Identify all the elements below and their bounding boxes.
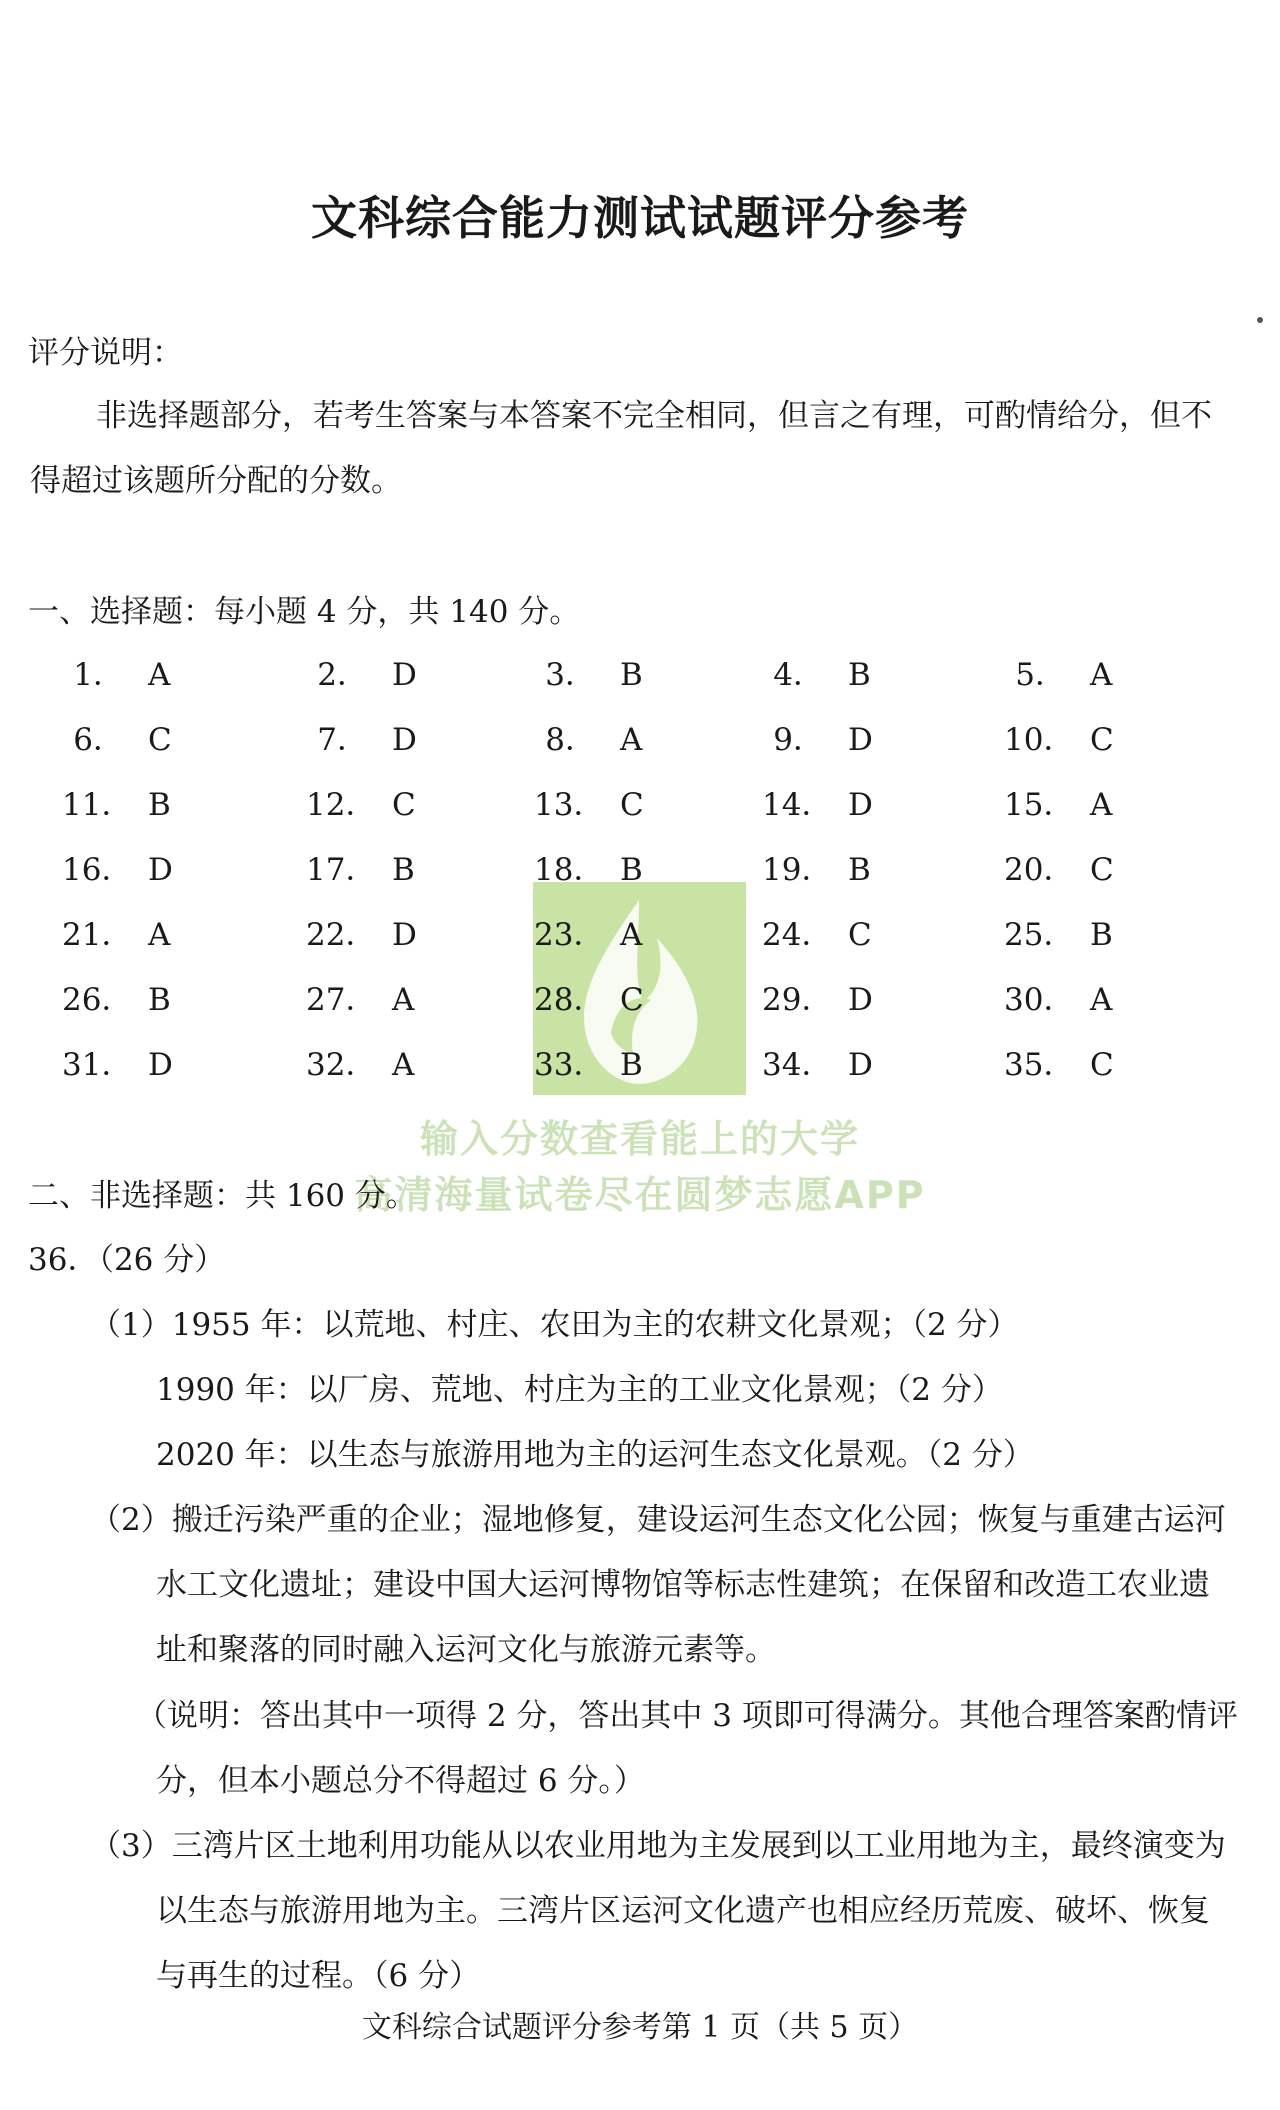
answer-row bbox=[0, 1045, 1280, 1085]
answer-item bbox=[534, 915, 642, 955]
answer-number: 12． bbox=[306, 787, 377, 823]
answer-item bbox=[62, 915, 170, 955]
answer-item bbox=[534, 1045, 643, 1085]
q36-p3-line1: （3）三湾片区土地利用功能从以农业用地为主发展到以工业用地为主，最终演变为 bbox=[90, 1828, 1226, 1864]
answer-number: 30． bbox=[1004, 982, 1075, 1018]
answer-option: D bbox=[392, 917, 417, 953]
answer-option: C bbox=[1090, 1047, 1114, 1083]
answer-item bbox=[1004, 980, 1112, 1020]
answer-option: B bbox=[148, 787, 171, 823]
section1-heading: 一、选择题：每小题 4 分，共 140 分。 bbox=[28, 594, 581, 630]
page-footer: 文科综合试题评分参考第 1 页（共 5 页） bbox=[361, 2010, 919, 2045]
answer-item bbox=[1004, 655, 1112, 695]
answer-option: C bbox=[392, 787, 416, 823]
answer-option: A bbox=[1090, 982, 1113, 1018]
answer-option: C bbox=[148, 722, 172, 758]
answer-option: B bbox=[392, 852, 415, 888]
answer-number: 6． bbox=[73, 722, 124, 758]
answer-item bbox=[306, 1045, 414, 1085]
answer-option: A bbox=[620, 917, 643, 953]
answer-number: 28． bbox=[534, 982, 605, 1018]
q36-note-line2: 分，但本小题总分不得超过 6 分。） bbox=[156, 1763, 645, 1799]
scan-dot bbox=[1257, 317, 1263, 323]
answer-option: B bbox=[848, 657, 871, 693]
q36-label: 36．（26 分） bbox=[28, 1242, 226, 1278]
answer-item bbox=[762, 1045, 873, 1085]
q36-p2-line2: 水工文化遗址；建设中国大运河博物馆等标志性建筑；在保留和改造工农业遗 bbox=[156, 1567, 1210, 1603]
answer-number: 35． bbox=[1004, 1047, 1075, 1083]
answer-row bbox=[0, 980, 1280, 1020]
q36-p3-line2: 以生态与旅游用地为主。三湾片区运河文化遗产也相应经历荒废、破坏、恢复 bbox=[156, 1893, 1210, 1929]
instructions-body-line1: 非选择题部分，若考生答案与本答案不完全相同，但言之有理，可酌情给分，但不 bbox=[96, 398, 1212, 434]
answer-number: 15． bbox=[1004, 787, 1075, 823]
answer-number: 2． bbox=[317, 657, 368, 693]
answer-option: C bbox=[848, 917, 872, 953]
answer-item bbox=[762, 785, 873, 825]
answer-option: B bbox=[148, 982, 171, 1018]
watermark-text-line1: 输入分数查看能上的大学 bbox=[419, 1117, 860, 1161]
q36-p1-line2: 1990 年：以厂房、荒地、村庄为主的工业文化景观；（2 分） bbox=[156, 1372, 1003, 1408]
answer-number: 31． bbox=[62, 1047, 133, 1083]
answer-number: 16． bbox=[62, 852, 133, 888]
answer-item bbox=[534, 980, 644, 1020]
answer-option: C bbox=[620, 982, 644, 1018]
answer-number: 9． bbox=[773, 722, 824, 758]
answer-item bbox=[306, 720, 417, 760]
answer-item bbox=[762, 850, 871, 890]
answer-item bbox=[1004, 720, 1114, 760]
answer-item bbox=[762, 980, 873, 1020]
answer-row bbox=[0, 655, 1280, 695]
answer-number: 10． bbox=[1004, 722, 1075, 758]
answer-number: 5． bbox=[1015, 657, 1066, 693]
answer-option: D bbox=[392, 722, 417, 758]
answer-option: C bbox=[1090, 852, 1114, 888]
answer-number: 3． bbox=[545, 657, 596, 693]
answer-number: 29． bbox=[762, 982, 833, 1018]
answer-item bbox=[1004, 785, 1112, 825]
answer-option: A bbox=[148, 657, 171, 693]
answer-item bbox=[62, 850, 173, 890]
answer-number: 24． bbox=[762, 917, 833, 953]
answer-number: 14． bbox=[762, 787, 833, 823]
answer-option: D bbox=[848, 982, 873, 1018]
answer-item bbox=[62, 785, 171, 825]
answer-option: D bbox=[848, 1047, 873, 1083]
answer-number: 26． bbox=[62, 982, 133, 1018]
answer-item bbox=[762, 655, 871, 695]
answer-number: 13． bbox=[534, 787, 605, 823]
answer-option: B bbox=[620, 852, 643, 888]
answer-option: A bbox=[1090, 657, 1113, 693]
watermark-text-line2: 高清海量试卷尽在圆梦志愿APP bbox=[354, 1173, 926, 1217]
instructions-body-line2: 得超过该题所分配的分数。 bbox=[30, 463, 402, 499]
q36-p3-line3: 与再生的过程。（6 分） bbox=[156, 1958, 481, 1994]
answer-option: D bbox=[148, 852, 173, 888]
answer-option: B bbox=[848, 852, 871, 888]
answer-item bbox=[534, 655, 643, 695]
answer-item bbox=[306, 850, 415, 890]
answer-number: 11． bbox=[62, 787, 133, 823]
answer-number: 7． bbox=[317, 722, 368, 758]
page-title: 文科综合能力测试试题评分参考 bbox=[311, 191, 969, 245]
answer-number: 23． bbox=[534, 917, 605, 953]
answer-option: A bbox=[392, 982, 415, 1018]
answer-number: 1． bbox=[73, 657, 124, 693]
answer-item bbox=[62, 980, 171, 1020]
answer-number: 20． bbox=[1004, 852, 1075, 888]
answer-number: 22． bbox=[306, 917, 377, 953]
answer-item bbox=[534, 720, 642, 760]
q36-p2-line3: 址和聚落的同时融入运河文化与旅游元素等。 bbox=[156, 1632, 776, 1668]
answer-row bbox=[0, 720, 1280, 760]
answer-number: 17． bbox=[306, 852, 377, 888]
answer-number: 4． bbox=[773, 657, 824, 693]
answer-option: A bbox=[620, 722, 643, 758]
answer-item bbox=[534, 850, 643, 890]
answer-number: 27． bbox=[306, 982, 377, 1018]
answer-option: A bbox=[392, 1047, 415, 1083]
answer-option: D bbox=[848, 787, 873, 823]
answer-option: A bbox=[148, 917, 171, 953]
answer-item bbox=[762, 915, 872, 955]
answer-number: 18． bbox=[534, 852, 605, 888]
answer-item bbox=[306, 785, 416, 825]
answer-row bbox=[0, 850, 1280, 890]
answer-row bbox=[0, 785, 1280, 825]
answer-item bbox=[62, 1045, 173, 1085]
answer-option: D bbox=[848, 722, 873, 758]
answer-number: 8． bbox=[545, 722, 596, 758]
answer-option: B bbox=[620, 1047, 643, 1083]
answer-option: D bbox=[148, 1047, 173, 1083]
answer-item bbox=[62, 720, 172, 760]
answer-option: C bbox=[620, 787, 644, 823]
answer-item bbox=[306, 980, 414, 1020]
answer-item bbox=[1004, 915, 1113, 955]
answer-option: B bbox=[1090, 917, 1113, 953]
answer-number: 25． bbox=[1004, 917, 1075, 953]
answer-option: B bbox=[620, 657, 643, 693]
answer-item bbox=[62, 655, 170, 695]
answer-item bbox=[306, 655, 417, 695]
q36-p1-line1: （1）1955 年：以荒地、村庄、农田为主的农耕文化景观；（2 分） bbox=[90, 1307, 1019, 1343]
answer-number: 34． bbox=[762, 1047, 833, 1083]
answer-option: D bbox=[392, 657, 417, 693]
answer-item bbox=[1004, 1045, 1114, 1085]
q36-note-line1: （说明：答出其中一项得 2 分，答出其中 3 项即可得满分。其他合理答案酌情评 bbox=[136, 1698, 1238, 1734]
answer-item bbox=[306, 915, 417, 955]
answer-item bbox=[762, 720, 873, 760]
answer-number: 19． bbox=[762, 852, 833, 888]
answer-row bbox=[0, 915, 1280, 955]
answer-option: C bbox=[1090, 722, 1114, 758]
q36-p1-line3: 2020 年：以生态与旅游用地为主的运河生态文化景观。（2 分） bbox=[156, 1437, 1034, 1473]
answer-number: 32． bbox=[306, 1047, 377, 1083]
section2-heading: 二、非选择题：共 160 分。 bbox=[28, 1178, 417, 1214]
answer-option: A bbox=[1090, 787, 1113, 823]
answer-item bbox=[1004, 850, 1114, 890]
answer-number: 33． bbox=[534, 1047, 605, 1083]
answer-item bbox=[534, 785, 644, 825]
answer-number: 21． bbox=[62, 917, 133, 953]
q36-p2-line1: （2）搬迁污染严重的企业；湿地修复，建设运河生态文化公园；恢复与重建古运河 bbox=[90, 1502, 1226, 1538]
instructions-heading: 评分说明： bbox=[28, 335, 183, 371]
